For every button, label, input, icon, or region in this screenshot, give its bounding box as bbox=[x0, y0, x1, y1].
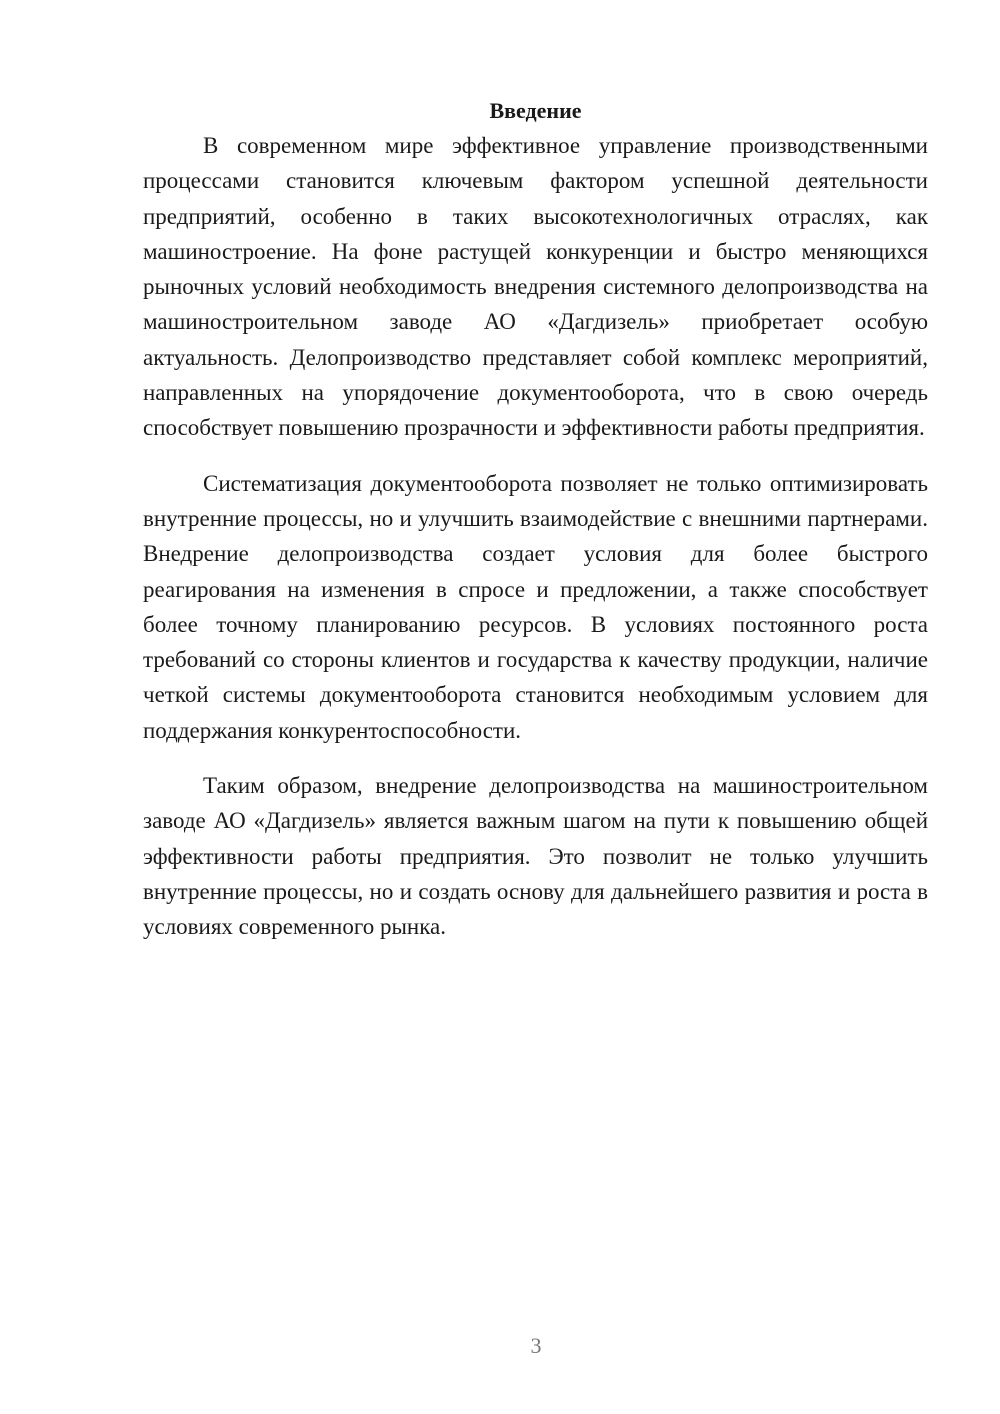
section-title: Введение bbox=[489, 98, 582, 123]
paragraph-1: В современном мире эффективное управление производственными процессами становится ключевым фактором успешной деятельности предприятий, особенно в таких высокотехнологичных отраслях, как машиностроение. На фоне растущей конкуренции и быстро меняющихся рыночных условий необходимость внедрения системного делопроизводства на машиностроительном заводе АО «Дагдизель» приобретает особую актуальность. Делопроизводство представляет собой комплекс мероприятий, направленных на упорядочение документооборота, что в свою очередь способствует повышению прозрачности и эффективности работы предприятия. bbox=[143, 133, 928, 441]
paragraph-3: Таким образом, внедрение делопроизводства на машиностроительном заводе АО «Дагдизель» является важным шагом на пути к повышению общей эффективности работы предприятия. Это позволит не только улучшить внутренние процессы, но и создать основу для дальнейшего развития и роста в условиях современного рынка. bbox=[143, 773, 928, 940]
page-content bbox=[143, 93, 928, 965]
paragraph-2: Систематизация документооборота позволяет не только оптимизировать внутренние процессы, но и улучшить взаимодействие с внешними партнерами. Внедрение делопроизводства создает условия для более быстрого реагирования на изменения в спросе и предложении, а также способствует более точному планированию ресурсов. В условиях постоянного роста требований со стороны клиентов и государства к качеству продукции, наличие четкой системы документооборота становится необходимым условием для поддержания конкурентоспособности. bbox=[143, 470, 928, 743]
page-number: 3 bbox=[530, 1333, 542, 1358]
